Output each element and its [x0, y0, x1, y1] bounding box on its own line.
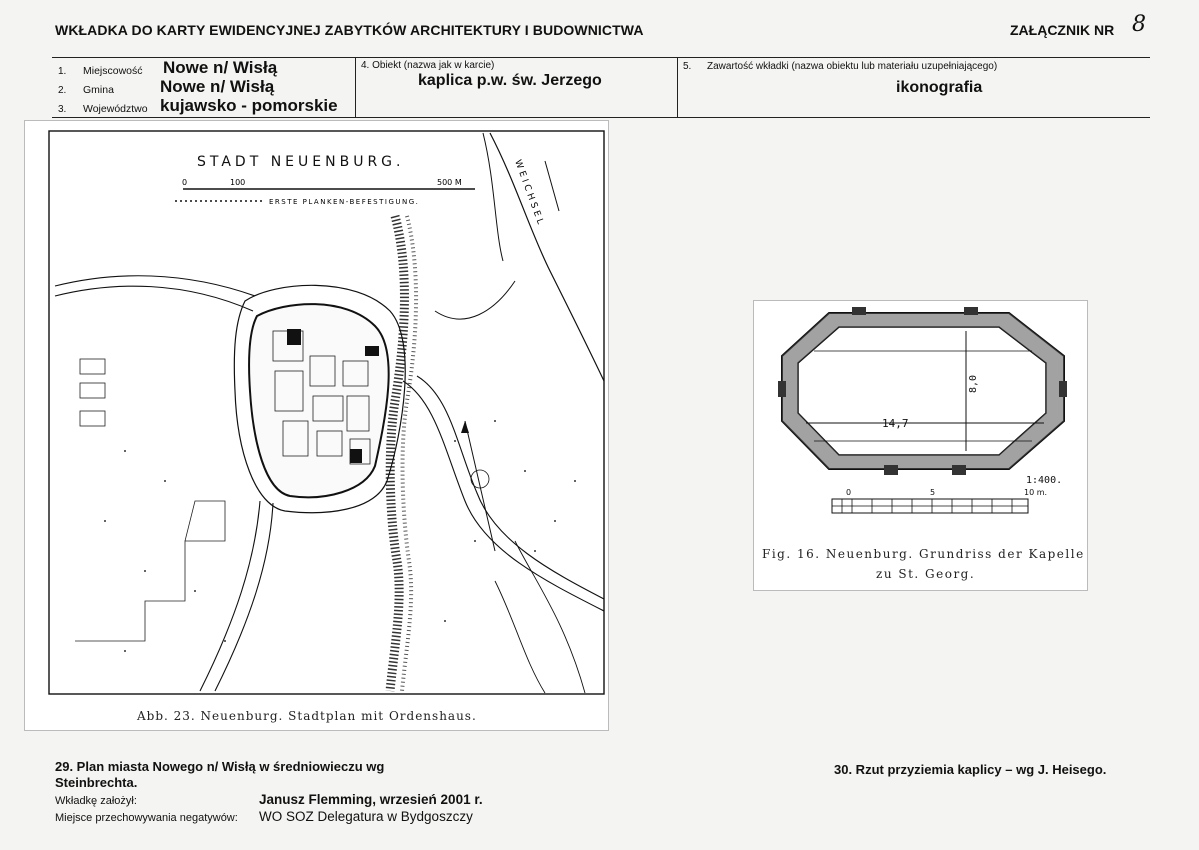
row2-value: Nowe n/ Wisłą — [160, 77, 275, 96]
table-divider-1 — [355, 57, 356, 117]
row3-label: Województwo — [83, 103, 148, 115]
content-number: 5. — [683, 61, 692, 72]
row3-number: 3. — [58, 104, 67, 115]
row2-label: Gmina — [83, 84, 114, 96]
annex-label: ZAŁĄCZNIK NR — [1010, 22, 1115, 38]
annex-number: 8 — [1132, 12, 1146, 37]
plan-length-label: 14,7 — [882, 417, 909, 430]
map-scale-500: 500 M — [437, 178, 462, 187]
founded-value: Janusz Flemming, wrzesień 2001 r. — [259, 792, 483, 807]
plan-scale-ratio: 1:400. — [1026, 475, 1063, 486]
document-title: WKŁADKA DO KARTY EWIDENCYJNEJ ZABYTKÓW ARCHITEKTURY I BUDOWNICTWA — [55, 22, 644, 38]
founded-label: Wkładkę założył: — [55, 795, 137, 807]
row1-value: Nowe n/ Wisłą — [163, 58, 278, 77]
content-label: Zawartość wkładki (nazwa obiektu lub materiału uzupełniającego) — [707, 61, 998, 72]
plan-scale-zero: 0 — [846, 488, 852, 497]
floor-plan-caption-line1: Fig. 16. Neuenburg. Grundriss der Kapelle — [762, 547, 1085, 561]
map-scale-100: 100 — [230, 178, 246, 187]
caption-29-line1: 29. Plan miasta Nowego n/ Wisłą w średniowieczu wg — [55, 759, 385, 774]
plan-scale-5: 5 — [930, 488, 936, 497]
row2-number: 2. — [58, 85, 67, 96]
plan-width-label: 8,0 — [968, 374, 979, 393]
row1-label: Miejscowość — [83, 65, 143, 77]
negatives-label: Miejsce przechowywania negatywów: — [55, 812, 238, 824]
table-bottom-rule — [52, 117, 1150, 118]
row1-number: 1. — [58, 66, 67, 77]
plan-scale-10: 10 m. — [1024, 488, 1048, 497]
caption-29-line2: Steinbrechta. — [55, 775, 138, 790]
row3-value: kujawsko - pomorskie — [160, 96, 338, 115]
content-value: ikonografia — [896, 79, 983, 96]
city-map-drawing — [25, 121, 608, 730]
river-label: WEICHSEL — [512, 158, 546, 229]
map-title: STADT NEUENBURG. — [197, 154, 405, 170]
floor-plan-panel — [753, 300, 1088, 591]
city-map-panel — [24, 120, 609, 731]
table-divider-2 — [677, 57, 678, 117]
city-map-caption: Abb. 23. Neuenburg. Stadtplan mit Ordenshaus. — [137, 709, 477, 723]
floor-plan-caption-line2: zu St. Georg. — [876, 567, 976, 581]
object-label: 4. Obiekt (nazwa jak w karcie) — [361, 60, 495, 71]
fortification-legend: ERSTE PLANKEN-BEFESTIGUNG. — [269, 198, 420, 206]
map-scale-zero: 0 — [182, 178, 188, 187]
caption-30: 30. Rzut przyziemia kaplicy – wg J. Heisego. — [834, 762, 1107, 777]
object-value: kaplica p.w. św. Jerzego — [418, 72, 602, 89]
negatives-value: WO SOZ Delegatura w Bydgoszczy — [259, 809, 473, 824]
